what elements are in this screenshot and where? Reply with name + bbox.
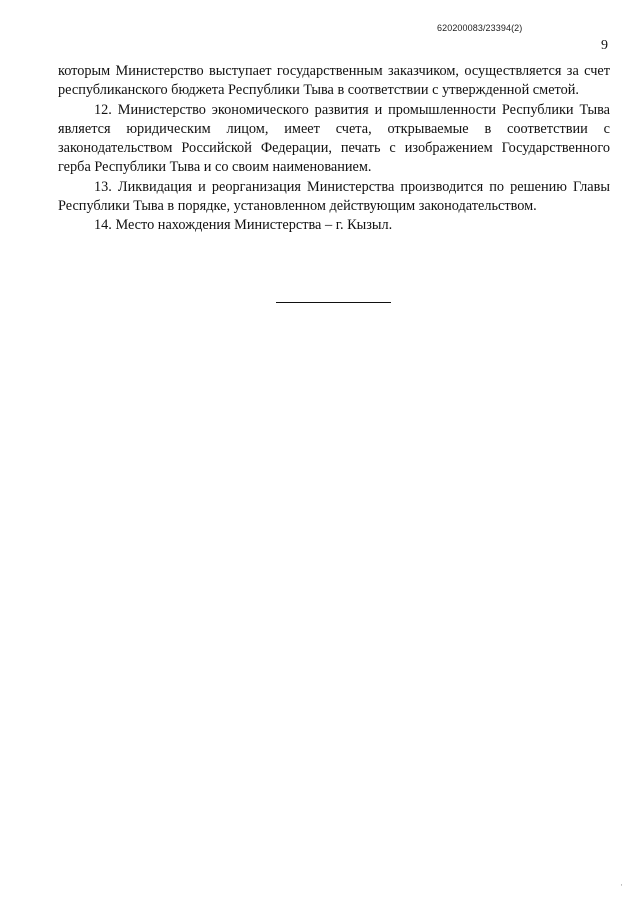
document-body [58, 62, 610, 236]
paragraph-continuation: которым Министерство выступает государственным заказчиком, осуществляется за счет республиканского бюджета Республики Тыва в соответствии с утвержденной сметой. [58, 63, 610, 99]
paragraph-14: 14. Место нахождения Министерства – г. Кызыл. [94, 217, 393, 234]
paragraph-12: 12. Министерство экономического развития и промышленности Республики Тыва является юридическим лицом, имеет счета, открываемые в соответствии с законодательством Российской Федерации, печать с изображением Государственного герба Республики Тыва и со своим наименованием. [58, 101, 610, 176]
end-divider [276, 302, 391, 303]
margin-mark: · [620, 880, 623, 890]
document-id: 620200083/23394(2) [437, 23, 523, 33]
page-number: 9 [601, 38, 608, 53]
paragraph-13: 13. Ликвидация и реорганизация Министерства производится по решению Главы Республики Тыва в порядке, установленном действующим законодательством. [58, 178, 610, 215]
